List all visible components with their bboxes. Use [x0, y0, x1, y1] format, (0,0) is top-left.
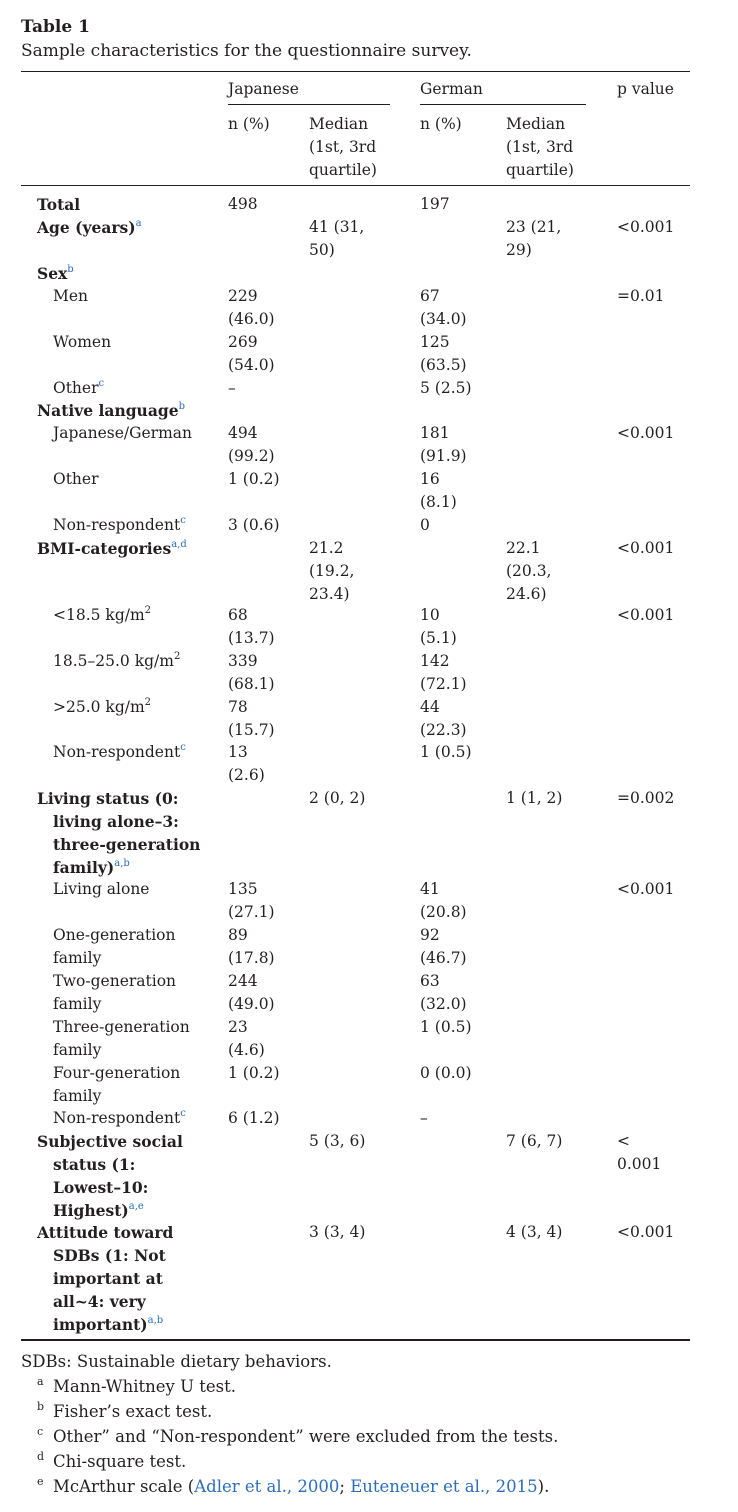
footnote-mark: b — [178, 401, 185, 412]
cell-de-med: 1 (1, 2) — [506, 789, 563, 807]
row-label — [37, 1221, 173, 1336]
footnote-d-mark: d — [37, 1450, 45, 1463]
cell-jp-n: 339 (68.1) — [228, 652, 275, 693]
footnote-b-text: Fisher’s exact test. — [53, 1402, 213, 1421]
row-label — [53, 696, 151, 719]
cell-de-med: 22.1 (20.3, 24.6) — [506, 539, 552, 603]
row-label — [53, 924, 176, 970]
de-n-header: n (%) — [420, 115, 462, 133]
row-label-text: Living alone — [53, 880, 150, 898]
cell-de-n: 125 (63.5) — [420, 333, 467, 374]
unit-exponent: 2 — [144, 605, 152, 616]
row-label — [53, 741, 186, 764]
row-label-text: Other — [53, 379, 99, 397]
japanese-header: Japanese — [228, 80, 299, 98]
cell-p: =0.002 — [617, 789, 675, 807]
cell-jp-med: 41 (31, 50) — [309, 218, 365, 259]
row-label-text: Women — [53, 333, 112, 351]
row-label — [37, 537, 187, 560]
footnote-mark: a — [135, 218, 142, 229]
cell-de-n: 10 (5.1) — [420, 606, 457, 647]
cell-de-med: 4 (3, 4) — [506, 1223, 563, 1241]
row-label-text: Other — [53, 470, 99, 488]
cell-jp-med: 5 (3, 6) — [309, 1132, 366, 1150]
de-median-header: Median (1st, 3rd quartile) — [506, 115, 574, 179]
footnote-e — [21, 1474, 549, 1499]
footnote-b — [21, 1399, 212, 1424]
cell-de-n: 16 (8.1) — [420, 470, 457, 511]
row-label — [53, 650, 180, 673]
row-label — [53, 285, 88, 308]
cell-p: <0.001 — [617, 539, 675, 557]
cell-jp-n: 3 (0.6) — [228, 516, 280, 534]
footnote-e-mark: e — [37, 1475, 44, 1488]
cell-de-n: 0 — [420, 516, 430, 534]
cell-de-n: 142 (72.1) — [420, 652, 467, 693]
pvalue-header: p value — [617, 80, 674, 98]
row-label — [37, 193, 80, 216]
row-label-text: <18.5 kg/m — [53, 606, 145, 624]
row-label — [53, 878, 149, 901]
cell-jp-n: 6 (1.2) — [228, 1109, 280, 1127]
reference-link-adler[interactable]: Adler et al., 2000 — [194, 1477, 340, 1496]
row-label — [53, 1107, 186, 1130]
footnote-e-suffix: ). — [537, 1477, 550, 1496]
cell-jp-n: 13 (2.6) — [228, 743, 265, 784]
table-label: Table 1 — [21, 17, 90, 37]
footnote-c-text: Other” and “Non-respondent” were excluded from the tests. — [53, 1427, 559, 1446]
footnote-d — [21, 1449, 186, 1474]
row-label — [37, 1130, 183, 1222]
footnote-mark: a,b — [147, 1315, 164, 1326]
row-label-text: Age (years) — [37, 218, 136, 237]
footnote-e-prefix: McArthur scale ( — [53, 1477, 195, 1496]
cell-jp-med: 21.2 (19.2, 23.4) — [309, 539, 355, 603]
row-label-text: Three-generation family — [53, 1018, 190, 1059]
cell-de-n: 0 (0.0) — [420, 1064, 472, 1082]
cell-de-n: 181 (91.9) — [420, 424, 467, 465]
footnote-sdbs: SDBs: Sustainable dietary behaviors. — [21, 1352, 332, 1371]
cell-de-n: 44 (22.3) — [420, 698, 467, 739]
row-label-text: >25.0 kg/m — [53, 698, 145, 716]
cell-jp-med: 3 (3, 4) — [309, 1223, 366, 1241]
row-label-text: Non-respondent — [53, 1109, 181, 1127]
cell-jp-n: 23 (4.6) — [228, 1018, 265, 1059]
row-label-text: 18.5–25.0 kg/m — [53, 652, 174, 670]
footnote-mark: c — [98, 378, 105, 389]
cell-jp-n: 269 (54.0) — [228, 333, 275, 374]
row-label — [37, 787, 200, 879]
footnote-mark: a,b — [114, 858, 130, 869]
footnote-mark: c — [180, 1108, 186, 1119]
row-label — [37, 262, 74, 285]
cell-p: <0.001 — [617, 424, 675, 442]
cell-de-n: 41 (20.8) — [420, 880, 467, 921]
footnote-mark: c — [180, 515, 186, 526]
row-label-text: Native language — [37, 401, 179, 420]
row-label — [53, 331, 111, 354]
footnote-c — [21, 1424, 558, 1449]
footnote-e-separator: ; — [339, 1477, 351, 1496]
cell-jp-n: 68 (13.7) — [228, 606, 275, 647]
footnote-mark: b — [67, 264, 74, 275]
footnote-a — [21, 1374, 236, 1399]
row-label-text: One-generation family — [53, 926, 176, 967]
row-label-text: Living status (0: living alone–3: three-generation family) — [37, 789, 201, 877]
row-label — [53, 377, 104, 400]
footnote-a-mark: a — [37, 1375, 44, 1388]
cell-jp-n: 229 (46.0) — [228, 287, 275, 328]
cell-p: <0.001 — [617, 218, 675, 236]
row-label — [53, 422, 192, 445]
reference-link-euteneuer[interactable]: Euteneuer et al., 2015 — [350, 1477, 538, 1496]
footnote-mark: a,d — [171, 539, 187, 550]
cell-de-n: 197 — [420, 195, 450, 213]
row-label — [53, 604, 151, 627]
row-label — [53, 514, 186, 537]
unit-exponent: 2 — [173, 651, 181, 662]
cell-de-n: 92 (46.7) — [420, 926, 467, 967]
row-label-text: Japanese/German — [53, 424, 193, 442]
footnote-d-text: Chi-square test. — [53, 1452, 187, 1471]
row-label — [53, 1016, 190, 1062]
row-label — [53, 1062, 180, 1108]
footnote-mark: a,e — [128, 1201, 144, 1212]
cell-jp-n: 135 (27.1) — [228, 880, 275, 921]
bottom-rule — [21, 1339, 690, 1341]
jp-n-header: n (%) — [228, 115, 270, 133]
cell-p: <0.001 — [617, 880, 675, 898]
row-label — [37, 216, 142, 239]
row-label-text: Subjective social status (1: Lowest–10: Highest) — [37, 1132, 183, 1220]
cell-p: <0.001 — [617, 1223, 675, 1241]
german-underline — [420, 104, 586, 105]
unit-exponent: 2 — [144, 697, 152, 708]
cell-de-n: 63 (32.0) — [420, 972, 467, 1013]
cell-de-med: 7 (6, 7) — [506, 1132, 563, 1150]
cell-de-n: 5 (2.5) — [420, 379, 472, 397]
row-label-text: Men — [53, 287, 89, 305]
cell-jp-n: 78 (15.7) — [228, 698, 275, 739]
cell-de-med: 23 (21, 29) — [506, 218, 562, 259]
cell-jp-n: 1 (0.2) — [228, 470, 280, 488]
row-label-text: Total — [37, 195, 81, 214]
cell-jp-n: – — [228, 379, 236, 397]
row-label — [37, 399, 185, 422]
cell-de-n: 1 (0.5) — [420, 743, 472, 761]
cell-jp-n: 494 (99.2) — [228, 424, 275, 465]
row-label — [53, 970, 176, 1016]
cell-de-n: 67 (34.0) — [420, 287, 467, 328]
japanese-underline — [228, 104, 390, 105]
table-caption: Sample characteristics for the questionnaire survey. — [21, 41, 472, 61]
cell-jp-med: 2 (0, 2) — [309, 789, 366, 807]
footnote-c-mark: c — [37, 1425, 44, 1438]
cell-p: =0.01 — [617, 287, 665, 305]
cell-jp-n: 89 (17.8) — [228, 926, 275, 967]
footnote-b-mark: b — [37, 1400, 45, 1413]
row-label-text: Two-generation family — [53, 972, 177, 1013]
footnote-a-text: Mann-Whitney U test. — [53, 1377, 236, 1396]
footnote-mark: c — [180, 742, 186, 753]
cell-jp-n: 498 — [228, 195, 258, 213]
german-header: German — [420, 80, 483, 98]
jp-median-header: Median (1st, 3rd quartile) — [309, 115, 377, 179]
row-label-text: Attitude toward SDBs (1: Not important at all~4: very important) — [37, 1223, 174, 1334]
row-label-text: Four-generation family — [53, 1064, 181, 1105]
top-rule — [21, 71, 690, 72]
row-label-text: Non-respondent — [53, 743, 181, 761]
cell-jp-n: 1 (0.2) — [228, 1064, 280, 1082]
cell-de-n: 1 (0.5) — [420, 1018, 472, 1036]
row-label-text: Non-respondent — [53, 516, 181, 534]
row-label-text: Sex — [37, 264, 68, 283]
cell-de-n: – — [420, 1109, 428, 1127]
cell-jp-n: 244 (49.0) — [228, 972, 275, 1013]
row-label — [53, 468, 99, 491]
row-label-text: BMI-categories — [37, 539, 172, 558]
cell-p: <0.001 — [617, 606, 675, 624]
cell-p: < 0.001 — [617, 1132, 662, 1173]
header-rule — [21, 185, 690, 186]
